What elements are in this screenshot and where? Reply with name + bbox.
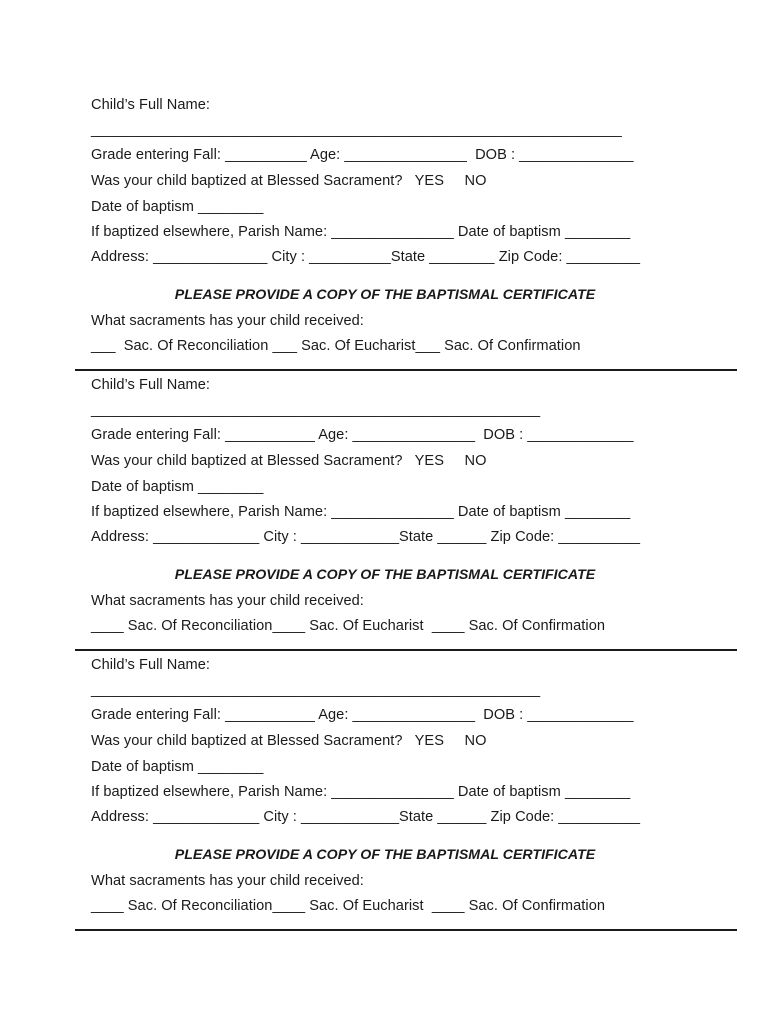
certificate-notice: PLEASE PROVIDE A COPY OF THE BAPTISMAL CERTIFICATE xyxy=(174,847,596,863)
baptism-date-line[interactable]: Date of baptism ________ xyxy=(91,199,264,215)
baptized-question[interactable]: Was your child baptized at Blessed Sacrament? YES NO xyxy=(91,173,487,189)
parish-name-line[interactable]: If baptized elsewhere, Parish Name: _______________ Date of baptism ________ xyxy=(91,504,631,520)
parish-name-line[interactable]: If baptized elsewhere, Parish Name: _______________ Date of baptism ________ xyxy=(91,224,631,240)
section-divider xyxy=(75,369,737,371)
child-name-blank[interactable]: _______________________________________________________ xyxy=(91,682,541,698)
section-divider xyxy=(75,929,737,931)
certificate-notice: PLEASE PROVIDE A COPY OF THE BAPTISMAL CERTIFICATE xyxy=(174,567,596,583)
sacraments-line[interactable]: ____ Sac. Of Reconciliation____ Sac. Of Eucharist ____ Sac. Of Confirmation xyxy=(91,898,606,914)
child-name-blank[interactable]: _________________________________________________________________ xyxy=(91,122,622,138)
address-line[interactable]: Address: ______________ City : __________State ________ Zip Code: _________ xyxy=(91,249,641,265)
grade-age-dob-line[interactable]: Grade entering Fall: ___________ Age: _______________ DOB : _____________ xyxy=(91,427,634,443)
child-name-label: Child’s Full Name: xyxy=(91,97,211,113)
address-line[interactable]: Address: _____________ City : ____________State ______ Zip Code: __________ xyxy=(91,529,641,545)
grade-age-dob-line[interactable]: Grade entering Fall: ___________ Age: _______________ DOB : _____________ xyxy=(91,707,634,723)
sacraments-line[interactable]: ____ Sac. Of Reconciliation____ Sac. Of Eucharist ____ Sac. Of Confirmation xyxy=(91,618,606,634)
child-name-label: Child’s Full Name: xyxy=(91,657,211,673)
child-name-label: Child’s Full Name: xyxy=(91,377,211,393)
sacraments-question: What sacraments has your child received: xyxy=(91,873,364,889)
sacraments-question: What sacraments has your child received: xyxy=(91,313,364,329)
section-divider xyxy=(75,649,737,651)
sacraments-line[interactable]: ___ Sac. Of Reconciliation ___ Sac. Of Eucharist___ Sac. Of Confirmation xyxy=(91,338,581,354)
child-name-blank[interactable]: _______________________________________________________ xyxy=(91,402,541,418)
baptized-question[interactable]: Was your child baptized at Blessed Sacrament? YES NO xyxy=(91,733,487,749)
baptism-date-line[interactable]: Date of baptism ________ xyxy=(91,479,264,495)
baptism-date-line[interactable]: Date of baptism ________ xyxy=(91,759,264,775)
parish-name-line[interactable]: If baptized elsewhere, Parish Name: _______________ Date of baptism ________ xyxy=(91,784,631,800)
certificate-notice: PLEASE PROVIDE A COPY OF THE BAPTISMAL CERTIFICATE xyxy=(174,287,596,303)
grade-age-dob-line[interactable]: Grade entering Fall: __________ Age: _______________ DOB : ______________ xyxy=(91,147,634,163)
baptized-question[interactable]: Was your child baptized at Blessed Sacrament? YES NO xyxy=(91,453,487,469)
sacraments-question: What sacraments has your child received: xyxy=(91,593,364,609)
address-line[interactable]: Address: _____________ City : ____________State ______ Zip Code: __________ xyxy=(91,809,641,825)
